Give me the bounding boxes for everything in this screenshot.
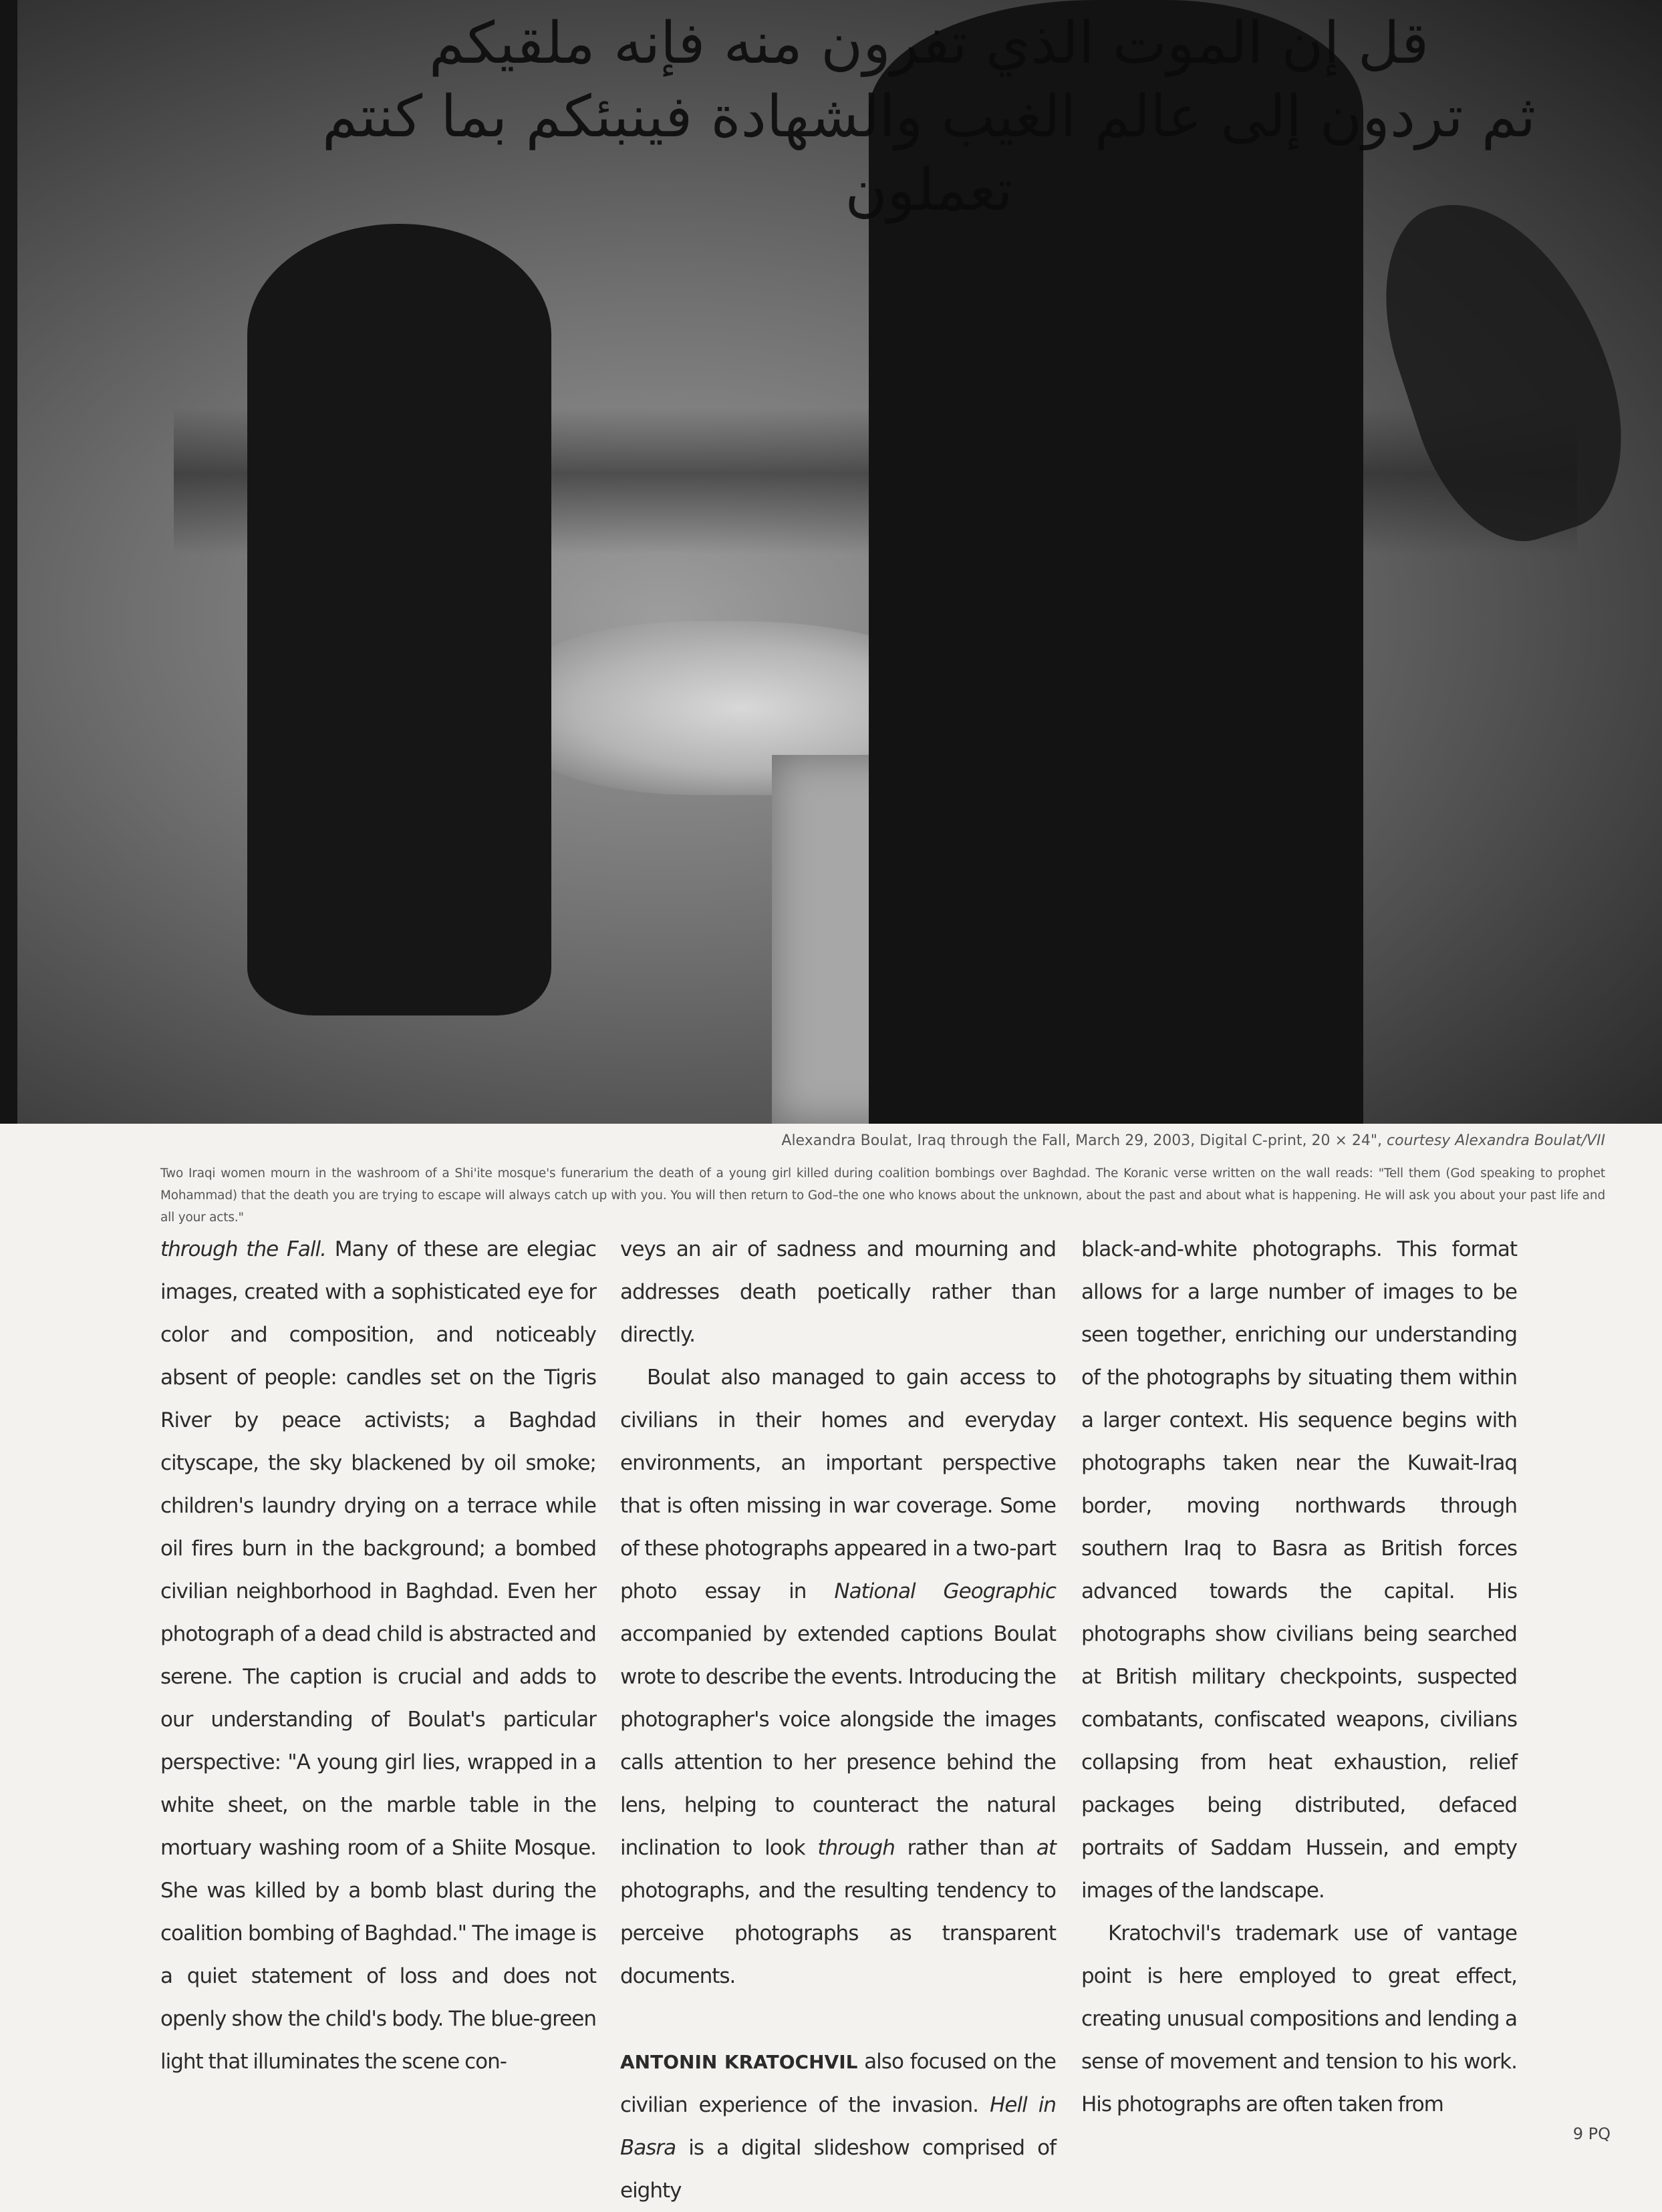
- body-text: Boulat also managed to gain access to civilians in their homes and everyday environments, an important perspective that is often missing in war coverage. Some of these photographs appeared in a two-part photo essay in: [620, 1366, 1056, 1603]
- wall-inscription: [294, 7, 1564, 234]
- body-text: Many of these are elegiac images, created with a sophisticated eye for color and composition, and noticeably absent of people: candles set on the Tigris River by peace activists; a Baghdad cityscape, the sky blackened by oil smoke; children's laundry drying on a terrace while oil fires burn in the background; a bombed civilian neighborhood in Baghdad. Even her photograph of a dead child is abstracted and serene. The caption is crucial and adds to our understanding of Boulat's particular perspective: "A young girl lies, wrapped in a white sheet, on the marble table in the mortuary washing room of a Shiite Mosque. She was killed by a bomb blast during the coalition bombing of Baghdad." The image is a quiet statement of loss and does not openly show the child's body. The blue-green light that illuminates the scene con-: [160, 1237, 596, 2074]
- page-number: 9 PQ: [1572, 2124, 1611, 2143]
- text-column-3: [1081, 1228, 1517, 2126]
- paragraph: black-and-white photographs. This format allows for a large number of images to be seen together, enriching our understanding of the photographs by situating them within a larger context. His sequence begins with photographs taken near the Kuwait-Iraq border, moving northwards through southern Iraq to Basra as British forces advanced towards the capital. His photographs show civilians being searched at British military checkpoints, suspected combatants, confiscated weapons, civilians collapsing from heat exhaustion, relief packages being distributed, defaced portraits of Saddam Hussein, and empty images of the landscape.: [1081, 1237, 1517, 1903]
- text-column-2: [620, 1228, 1056, 2212]
- photo-credit: [0, 1132, 1605, 1149]
- inscription-line: قل إن الموت الذي تفرون منه فإنه ملقيكم: [428, 10, 1429, 77]
- inscription-line: ثم تردون إلى عالم الغيب والشهادة فينبئكم بما كنتم: [321, 84, 1536, 150]
- photo-caption: Two Iraqi women mourn in the washroom of a Shi'ite mosque's funerarium the death of a young girl killed during coalition bombings over Baghdad. The Koranic verse written on the wall reads: "Tell them (God speaking to prophet Mohammad) that the death you are trying to escape will always catch up with you. You will then return to God–the one who knows about the unknown, about the past and about what is happening. He will ask you about your past life and all your acts.": [160, 1166, 1605, 1225]
- body-text: also focused on the civilian experience of the invasion.: [620, 2050, 1056, 2117]
- title-italic: through the Fall.: [160, 1237, 326, 1261]
- italic-text: at: [1036, 1836, 1056, 1860]
- paragraph: veys an air of sadness and mourning and addresses death poetically rather than directly.: [620, 1237, 1056, 1347]
- section-lead: ANTONIN KRATOCHVIL: [620, 2051, 858, 2073]
- body-text: photographs, and the resulting tendency to perceive photographs as transparent documents.: [620, 1879, 1056, 1988]
- photo-edge: [0, 0, 17, 1124]
- body-text: rather than: [894, 1836, 1036, 1860]
- italic-text: Hell in Basra: [620, 2093, 1056, 2160]
- section-gap: [620, 1998, 1056, 2040]
- inscription-line: تعملون: [845, 157, 1013, 224]
- credit-text: Alexandra Boulat, Iraq through the Fall, March 29, 2003, Digital C-print, 20 × 24",: [781, 1132, 1383, 1149]
- italic-text: National Geographic: [834, 1579, 1057, 1603]
- paragraph: [620, 2040, 1056, 2212]
- veiled-woman-left: [247, 224, 551, 1015]
- paragraph: [160, 1228, 596, 2083]
- paragraph: Kratochvil's trademark use of vantage point is here employed to great effect, creating unusual compositions and lending a sense of movement and tension to his work. His photographs are often taken from: [1081, 1921, 1517, 2116]
- credit-courtesy: courtesy Alexandra Boulat/VII: [1387, 1132, 1605, 1149]
- italic-text: through: [817, 1836, 895, 1860]
- body-text: is a digital slideshow comprised of eighty: [620, 2136, 1056, 2203]
- paragraph: [620, 1356, 1056, 1998]
- body-text: accompanied by extended captions Boulat wrote to describe the events. Introducing the photographer's voice alongside the images calls attention to her presence behind the lens, helping to counteract the natural inclination to look: [620, 1622, 1056, 1860]
- text-column-1: [160, 1228, 596, 2083]
